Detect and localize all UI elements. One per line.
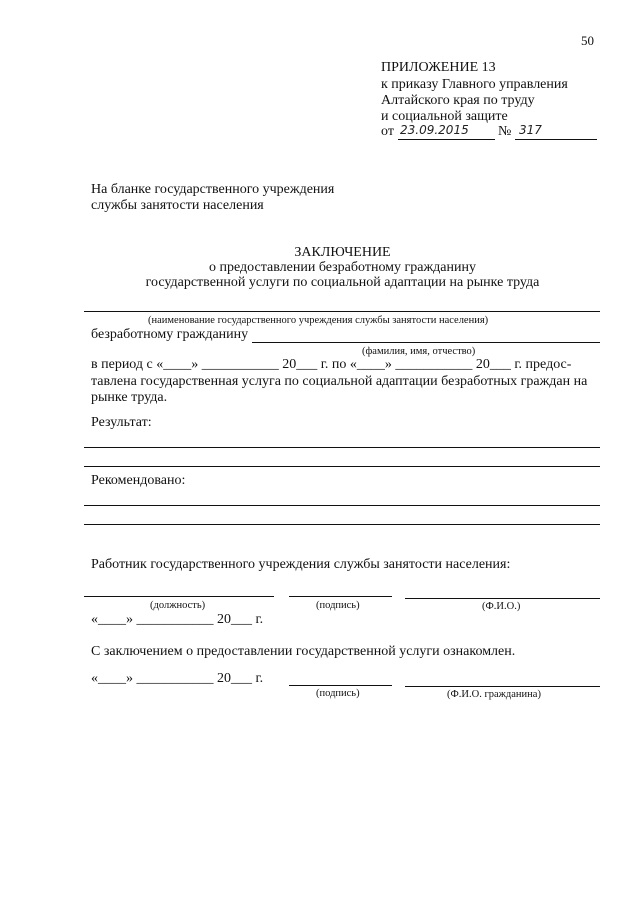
- appendix-line-2: Алтайского края по труду: [381, 93, 535, 108]
- period-line-1: в период с «____» ___________ 20___ г. по «____» ___________ 20___ г. предос-: [91, 357, 572, 372]
- position-line: [84, 596, 274, 597]
- org-name-line: [84, 311, 600, 312]
- citizen-fio-caption: (Ф.И.О. гражданина): [447, 689, 541, 700]
- citizen-date-line: «____» ___________ 20___ г.: [91, 671, 264, 686]
- document-subtitle-2: государственной услуги по социальной адаптации на рынке труда: [145, 275, 540, 290]
- recommended-line-2: [84, 524, 600, 525]
- acknowledgement-text: С заключением о предоставлении государственной услуги ознакомлен.: [91, 644, 516, 659]
- period-line-2: тавлена государственная услуга по социальной адаптации безработных граждан на: [91, 374, 588, 389]
- fio-caption: (фамилия, имя, отчество): [362, 346, 476, 357]
- citizen-fio-line: [405, 686, 600, 687]
- recommended-label: Рекомендовано:: [91, 473, 186, 488]
- result-label: Результат:: [91, 415, 152, 430]
- worker-label: Работник государственного учреждения службы занятости населения:: [91, 557, 511, 572]
- citizen-label: безработному гражданину: [91, 327, 249, 342]
- appendix-line-3: и социальной защите: [381, 109, 508, 124]
- letterhead-line-2: службы занятости населения: [91, 198, 264, 213]
- letterhead-line-1: На бланке государственного учреждения: [91, 182, 335, 197]
- result-line-1: [84, 447, 600, 448]
- worker-fio-caption: (Ф.И.О.): [482, 601, 521, 612]
- appendix-date-prefix: от: [381, 124, 394, 139]
- appendix-number-prefix: №: [498, 124, 512, 139]
- signature-line: [289, 596, 392, 597]
- citizen-signature-line: [289, 685, 392, 686]
- signature-caption: (подпись): [316, 600, 360, 611]
- worker-fio-line: [405, 598, 600, 599]
- period-line-3: рынке труда.: [91, 390, 168, 405]
- document-title: ЗАКЛЮЧЕНИЕ: [294, 245, 391, 260]
- result-line-2: [84, 466, 600, 467]
- appendix-line-1: к приказу Главного управления: [381, 77, 568, 92]
- citizen-signature-caption: (подпись): [316, 688, 360, 699]
- recommended-line-1: [84, 505, 600, 506]
- date-underline: [398, 139, 495, 140]
- document-subtitle-1: о предоставлении безработному гражданину: [209, 260, 476, 275]
- appendix-date-value: 23.09.2015: [400, 123, 469, 137]
- position-caption: (должность): [150, 600, 206, 611]
- appendix-number-value: 317: [519, 123, 542, 137]
- appendix-title: ПРИЛОЖЕНИЕ 13: [381, 60, 496, 75]
- page-number: 50: [581, 33, 594, 48]
- org-name-caption: (наименование государственного учреждения службы занятости населения): [148, 315, 489, 326]
- number-underline: [515, 139, 597, 140]
- worker-date-line: «____» ___________ 20___ г.: [91, 612, 264, 627]
- citizen-name-line: [252, 342, 600, 343]
